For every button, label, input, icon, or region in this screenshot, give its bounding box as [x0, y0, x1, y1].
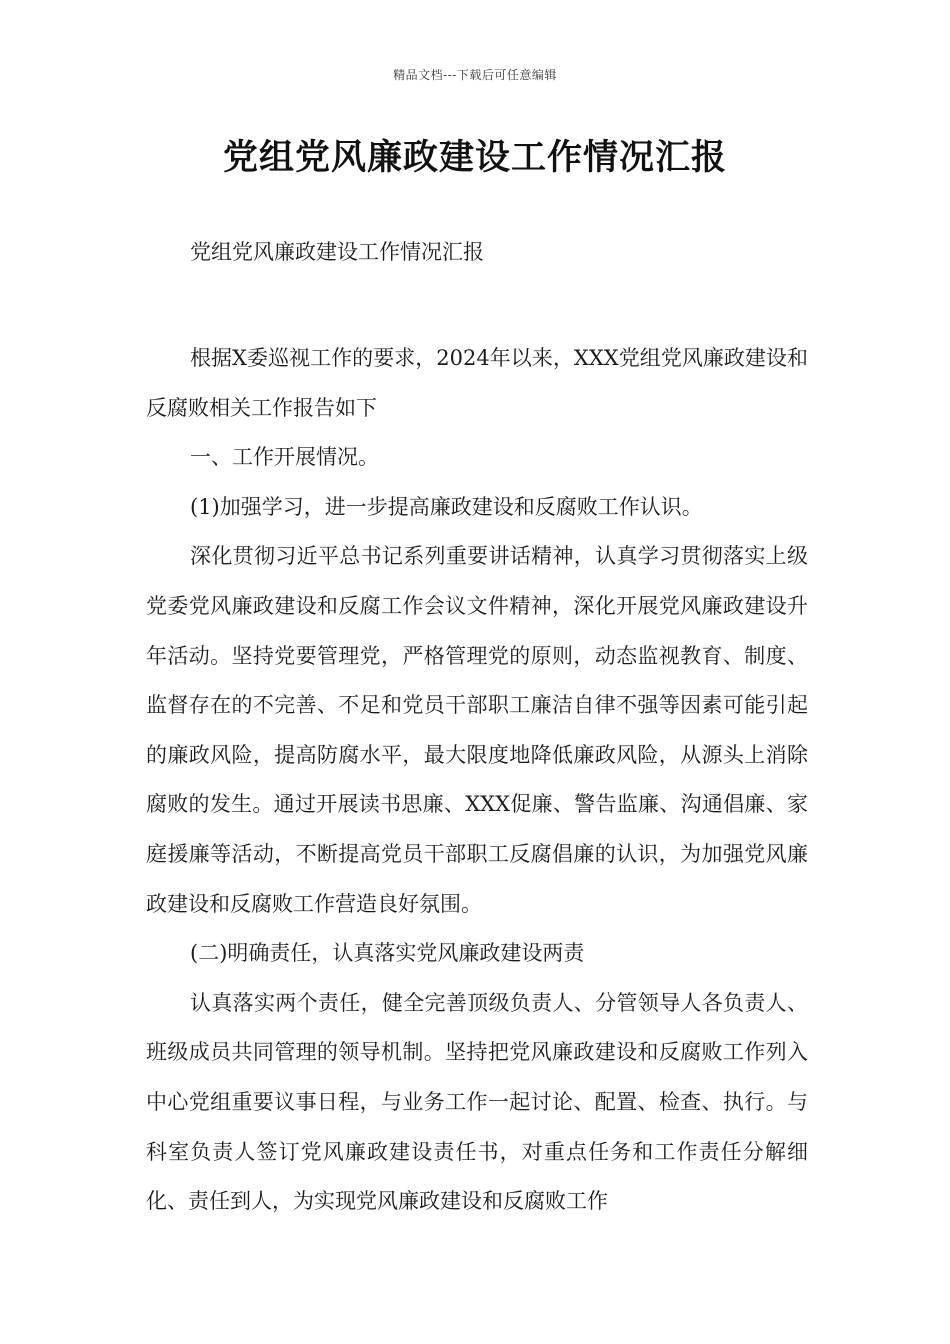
subsection-heading-1: (1)加强学习，进一步提高廉政建设和反腐败工作认识。 [190, 494, 703, 519]
section-heading-1: 一、工作开展情况。 [190, 445, 379, 470]
document-title: 党组党风廉政建设工作情况汇报 [222, 137, 727, 178]
paragraph-study: 深化贯彻习近平总书记系列重要讲话精神，认真学习贯彻落实上级党委党风廉政建设和反腐工作会议文件精神，深化开展党风廉政建设升年活动。坚持党要管理党，严格管理党的原则，动态监视教育、制度、监督存在的不完善、不足和党员干部职工廉洁自律不强等因素可能引起的廉政风险，提高防腐水平，最大限度地降低廉政风险，从源头上消除腐败的发生。通过开展读书思廉、XXX促廉、警告监廉、沟通倡廉、家庭援廉等活动，不断提高党员干部职工反腐倡廉的认识，为加强党风廉政建设和反腐败工作营造良好氛围。 [146, 544, 808, 916]
document-subtitle: 党组党风廉政建设工作情况汇报 [190, 240, 484, 264]
subsection-heading-2: (二)明确责任，认真落实党风廉政建设两责 [190, 941, 585, 966]
paragraph-responsibility: 认真落实两个责任，健全完善顶级负责人、分管领导人各负责人、班级成员共同管理的领导机制。坚持把党风廉政建设和反腐败工作列入中心党组重要议事日程，与业务工作一起讨论、配置、检查、执行。与科室负责人签订党风廉政建设责任书，对重点任务和工作责任分解细化、责任到人，为实现党风廉政建设和反腐败工作 [146, 990, 808, 1214]
document-body [146, 334, 808, 1227]
header-note: 精品文档---下载后可任意编辑 [393, 68, 557, 82]
paragraph-intro: 根据X委巡视工作的要求，2024年以来，XXX党组党风廉政建设和反腐败相关工作报告如下 [146, 346, 808, 420]
